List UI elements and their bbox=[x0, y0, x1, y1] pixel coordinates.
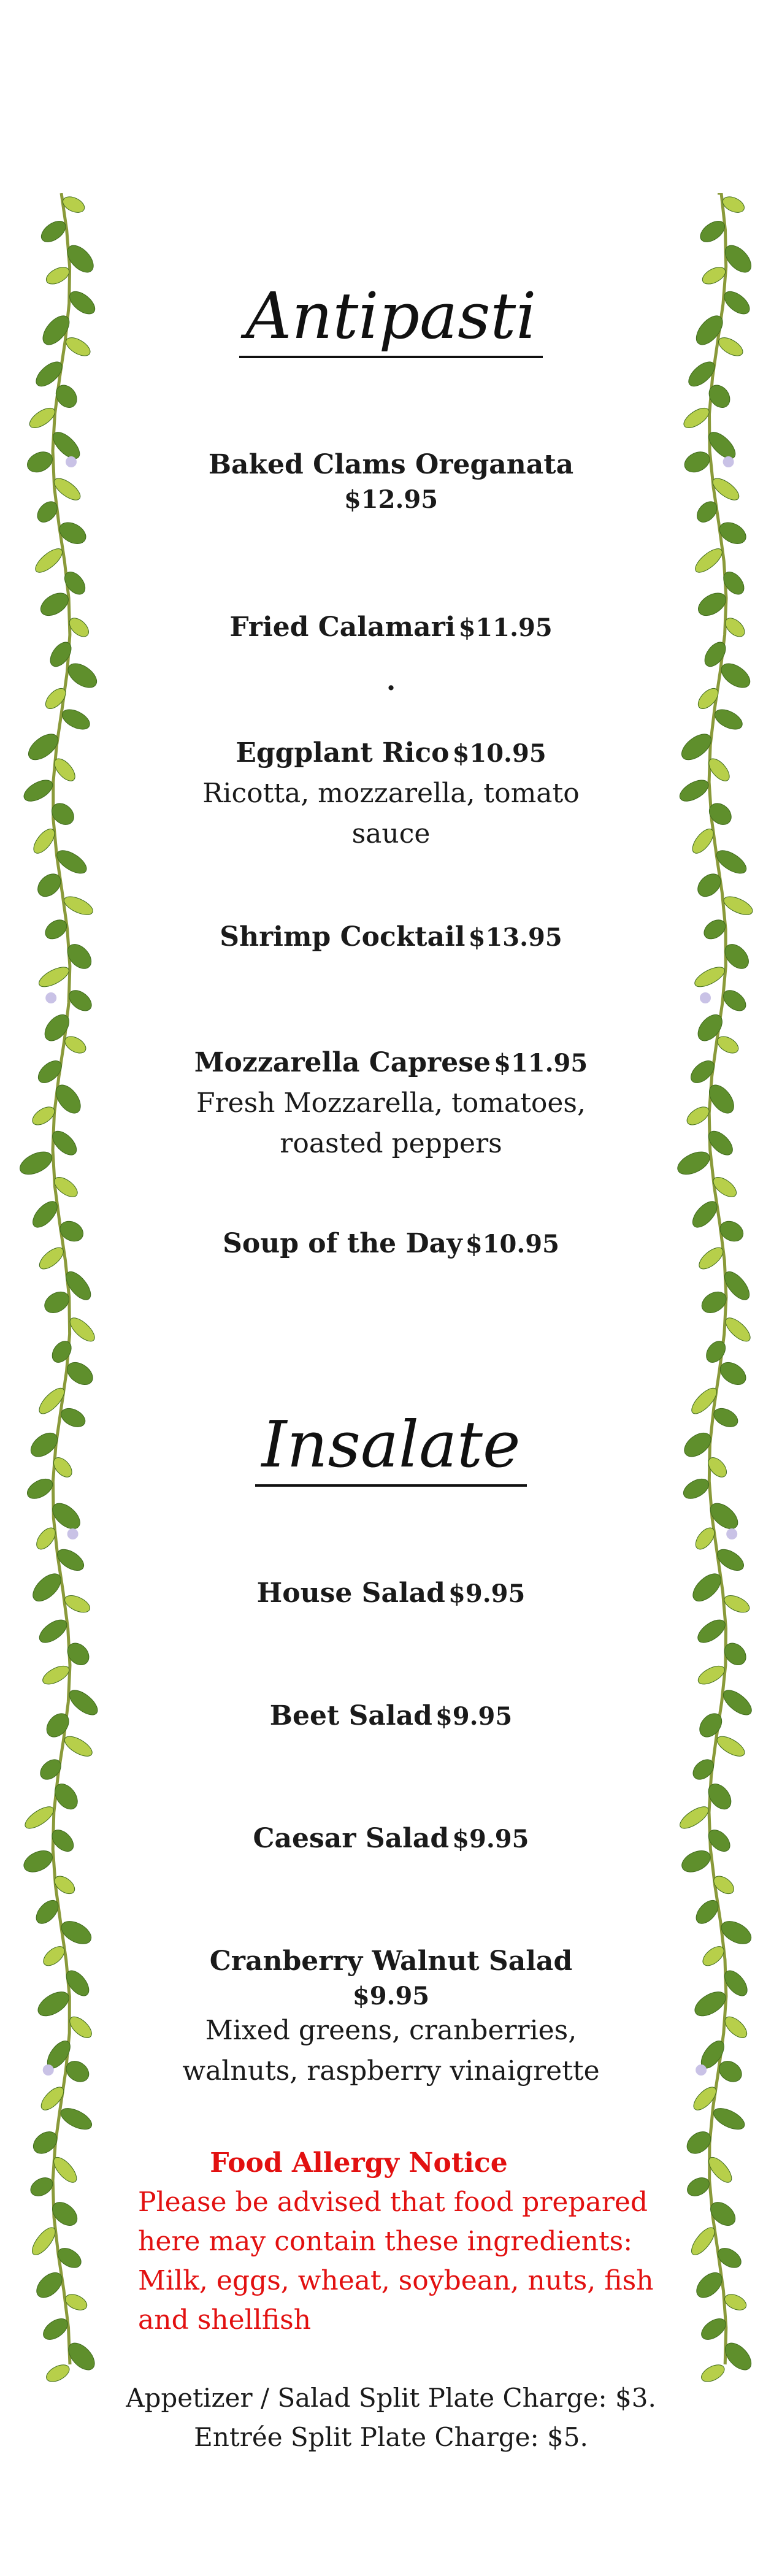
item-name: Fried Calamari bbox=[229, 611, 456, 643]
item-name: Eggplant Rico bbox=[236, 737, 450, 769]
item-price: $9.95 bbox=[352, 1982, 430, 2011]
item-name: House Salad bbox=[256, 1577, 445, 1609]
separator-dot: . bbox=[386, 665, 396, 697]
menu-item-soup-of-the-day bbox=[178, 1224, 604, 1264]
item-name: Cranberry Walnut Salad bbox=[209, 1945, 573, 1977]
item-description: Fresh Mozzarella, tomatoes, roasted peppers bbox=[196, 1087, 586, 1159]
section-title-insalate: Insalate bbox=[0, 1408, 782, 1481]
item-description: Ricotta, mozzarella, tomato sauce bbox=[202, 778, 580, 849]
item-price: $9.95 bbox=[435, 1702, 513, 1731]
menu-item-caesar-salad bbox=[178, 1819, 604, 1859]
allergy-notice-title: Food Allergy Notice bbox=[210, 2147, 508, 2179]
item-price: $9.95 bbox=[452, 1825, 529, 1853]
split-plate-charges bbox=[0, 2379, 782, 2457]
item-name: Soup of the Day bbox=[223, 1228, 462, 1259]
item-price: $13.95 bbox=[468, 923, 562, 952]
menu-item-beet-salad bbox=[178, 1696, 604, 1736]
item-price: $10.95 bbox=[452, 739, 546, 768]
allergy-notice-text: Please be advised that food prepared here may contain these ingredients: Milk, eggs, wheat, soybean, nuts, fish and shellfish bbox=[138, 2187, 654, 2336]
entree-split-charge: Entrée Split Plate Charge: $5. bbox=[194, 2422, 588, 2452]
menu-item-fried-calamari bbox=[178, 607, 604, 648]
item-price: $10.95 bbox=[465, 1230, 559, 1259]
menu-item-shrimp-cocktail bbox=[178, 917, 604, 957]
item-name: Mozzarella Caprese bbox=[194, 1047, 491, 1078]
item-name: Caesar Salad bbox=[253, 1823, 450, 1854]
appetizer-split-charge: Appetizer / Salad Split Plate Charge: $3. bbox=[126, 2383, 656, 2413]
item-description: Mixed greens, cranberries, walnuts, raspberry vinaigrette bbox=[182, 2015, 600, 2087]
item-name: Beet Salad bbox=[269, 1700, 432, 1731]
item-name: Shrimp Cocktail bbox=[220, 921, 466, 953]
food-allergy-notice bbox=[138, 2144, 665, 2340]
menu-item-house-salad bbox=[178, 1573, 604, 1614]
item-price: $12.95 bbox=[343, 485, 439, 514]
menu-item-baked-clams bbox=[178, 445, 604, 514]
section-title-antipasti: Antipasti bbox=[0, 279, 782, 353]
menu-item-mozzarella-caprese bbox=[178, 1043, 604, 1164]
item-name: Baked Clams Oreganata bbox=[208, 449, 574, 480]
item-price: $11.95 bbox=[458, 613, 553, 642]
menu-item-cranberry-walnut-salad bbox=[178, 1941, 604, 2091]
item-price: $11.95 bbox=[494, 1049, 588, 1078]
item-price: $9.95 bbox=[448, 1579, 526, 1608]
menu-item-eggplant-rico bbox=[178, 733, 604, 854]
